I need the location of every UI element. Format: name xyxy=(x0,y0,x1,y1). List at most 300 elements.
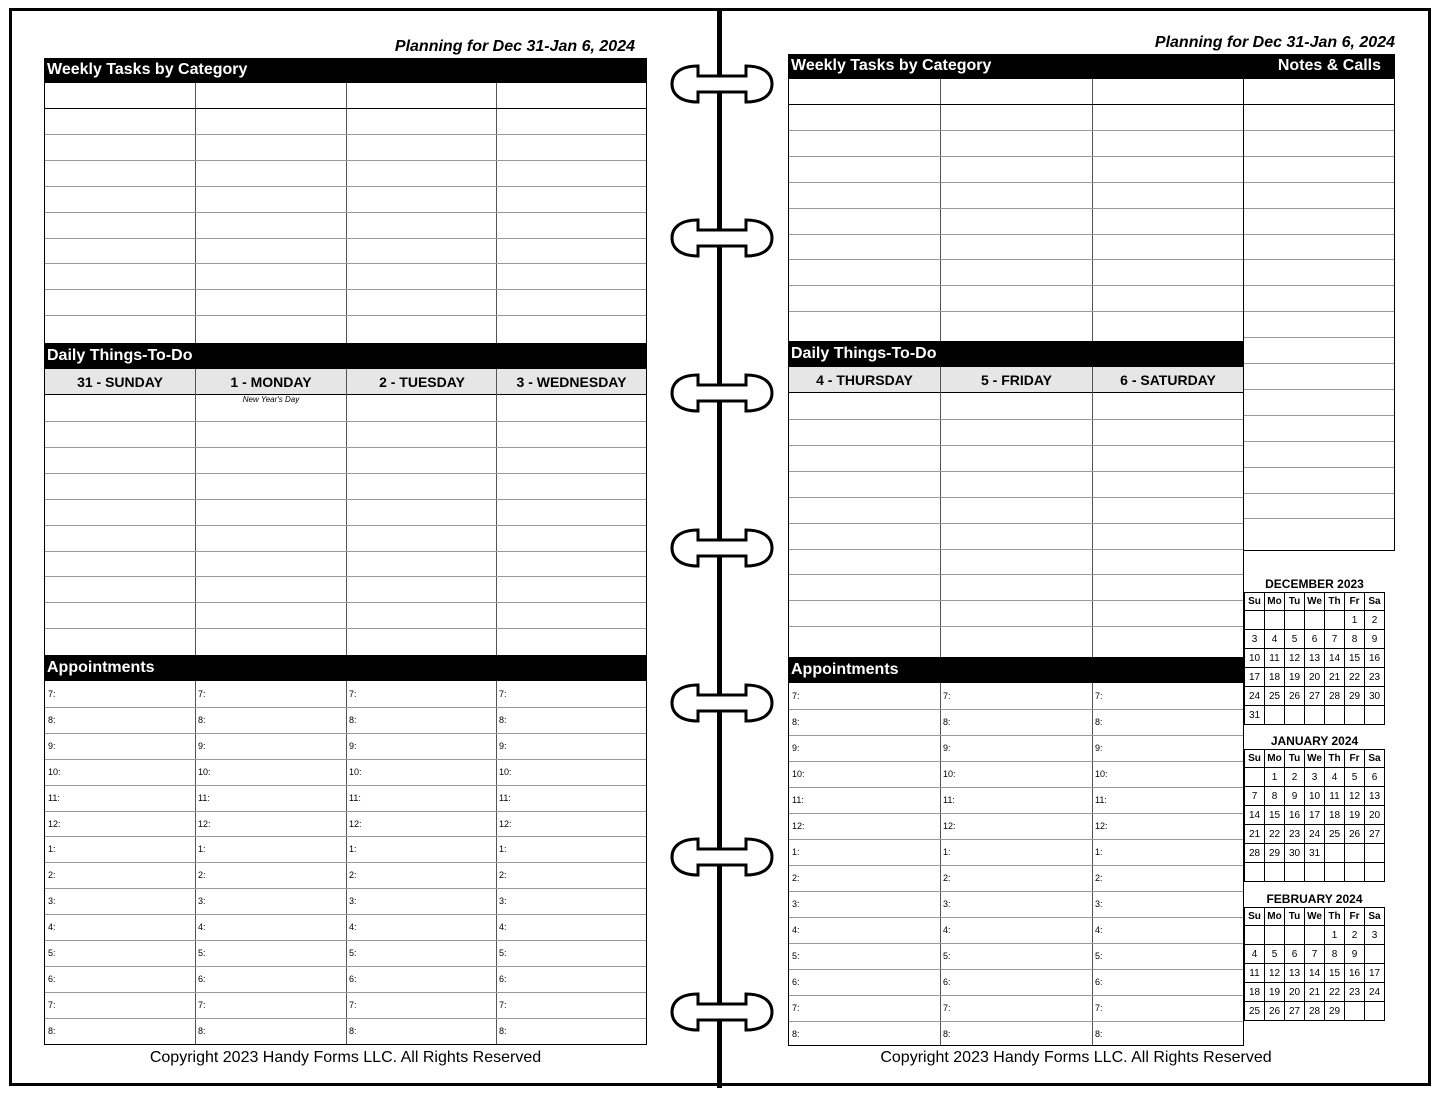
calendar-day[interactable]: 7 xyxy=(1305,945,1325,964)
hour-label: 8: xyxy=(792,717,800,727)
calendar-day[interactable]: 13 xyxy=(1285,964,1305,983)
calendar-day xyxy=(1305,863,1325,882)
calendar-day[interactable]: 17 xyxy=(1365,964,1385,983)
ruled-line xyxy=(1244,441,1394,442)
calendar-day[interactable]: 30 xyxy=(1285,844,1305,863)
calendar-day[interactable]: 14 xyxy=(1245,806,1265,825)
weekday-header: Sa xyxy=(1365,593,1385,611)
hour-label: 5: xyxy=(349,948,357,958)
calendar-day[interactable]: 14 xyxy=(1325,649,1345,668)
appointments-grid[interactable] xyxy=(788,682,1244,1046)
ruled-line xyxy=(45,289,646,290)
calendar-day xyxy=(1265,706,1285,725)
calendar-day[interactable]: 2 xyxy=(1365,611,1385,630)
calendar-day[interactable]: 8 xyxy=(1325,945,1345,964)
calendar-day[interactable]: 8 xyxy=(1265,787,1285,806)
ruled-line xyxy=(789,865,1243,866)
planning-title: Planning for Dec 31-Jan 6, 2024 xyxy=(1154,34,1395,51)
calendar-day xyxy=(1345,844,1365,863)
binder-ring-icon xyxy=(670,62,774,106)
weekday-header: Fr xyxy=(1345,908,1365,926)
calendar-day[interactable]: 4 xyxy=(1245,945,1265,964)
calendar-day xyxy=(1285,863,1305,882)
hour-label: 1: xyxy=(792,847,800,857)
calendar-day[interactable]: 1 xyxy=(1325,926,1345,945)
calendar-day xyxy=(1305,706,1325,725)
calendar-day[interactable]: 10 xyxy=(1245,649,1265,668)
hour-label: 4: xyxy=(943,925,951,935)
hour-label: 12: xyxy=(792,821,805,831)
column-divider xyxy=(1092,683,1093,1045)
ruled-line xyxy=(45,1018,646,1019)
calendar-day[interactable]: 7 xyxy=(1325,630,1345,649)
hour-label: 12: xyxy=(499,818,512,829)
calendar-day[interactable]: 28 xyxy=(1305,1002,1325,1021)
hour-label: 3: xyxy=(48,896,56,907)
ruled-line xyxy=(45,134,646,135)
calendar-day[interactable]: 18 xyxy=(1245,983,1265,1002)
calendar-day[interactable]: 20 xyxy=(1365,806,1385,825)
ruled-line xyxy=(45,108,646,109)
calendar-day[interactable]: 3 xyxy=(1305,768,1325,787)
ruled-line xyxy=(45,888,646,889)
ruled-line xyxy=(45,862,646,863)
calendar-day xyxy=(1285,611,1305,630)
ruled-line xyxy=(45,733,646,734)
calendar-day xyxy=(1365,844,1385,863)
weekly-tasks-header xyxy=(44,58,647,82)
hour-label: 7: xyxy=(349,999,357,1010)
calendar-day[interactable]: 27 xyxy=(1285,1002,1305,1021)
hour-label: 11: xyxy=(198,792,210,803)
calendar-day[interactable]: 31 xyxy=(1305,844,1325,863)
ruled-line xyxy=(1244,234,1394,235)
hour-label: 2: xyxy=(349,870,357,881)
ruled-line xyxy=(45,238,646,239)
calendar-day[interactable]: 17 xyxy=(1245,668,1265,687)
calendar-day[interactable]: 23 xyxy=(1285,825,1305,844)
calendar-day[interactable]: 19 xyxy=(1285,668,1305,687)
mini-calendar-title: DECEMBER 2023 xyxy=(1265,577,1364,591)
hour-label: 7: xyxy=(1095,691,1103,701)
hour-label: 8: xyxy=(1095,717,1103,727)
calendar-day[interactable]: 4 xyxy=(1265,630,1285,649)
weekday-header: Tu xyxy=(1285,593,1305,611)
ruled-line xyxy=(45,628,646,629)
calendar-day[interactable]: 6 xyxy=(1305,630,1325,649)
calendar-day[interactable]: 20 xyxy=(1285,983,1305,1002)
column-divider xyxy=(346,83,347,343)
appointments-header xyxy=(788,658,1244,682)
ruled-line xyxy=(789,891,1243,892)
calendar-day[interactable]: 26 xyxy=(1345,825,1365,844)
hour-label: 7: xyxy=(1095,1003,1103,1013)
appointments-label: Appointments xyxy=(791,661,899,678)
column-divider xyxy=(940,79,941,341)
hour-label: 6: xyxy=(1095,977,1103,987)
calendar-day xyxy=(1305,611,1325,630)
calendar-day xyxy=(1365,863,1385,882)
day-header-monday: 1 - MONDAY xyxy=(196,369,346,395)
calendar-day[interactable]: 26 xyxy=(1265,1002,1285,1021)
hour-label: 3: xyxy=(349,896,357,907)
weekday-header: Th xyxy=(1325,593,1345,611)
hour-label: 4: xyxy=(198,922,206,933)
day-header-tuesday: 2 - TUESDAY xyxy=(347,369,497,395)
hour-label: 1: xyxy=(1095,847,1103,857)
hour-label: 5: xyxy=(792,951,800,961)
hour-label: 8: xyxy=(349,714,357,725)
ruled-line xyxy=(1244,182,1394,183)
hour-label: 10: xyxy=(943,769,956,779)
hour-label: 3: xyxy=(1095,899,1103,909)
calendar-day[interactable]: 2 xyxy=(1345,926,1365,945)
appointments-label: Appointments xyxy=(47,659,155,676)
weekly-tasks-grid[interactable] xyxy=(788,78,1244,342)
ruled-line xyxy=(45,707,646,708)
calendar-day[interactable]: 9 xyxy=(1345,945,1365,964)
ruled-line xyxy=(789,259,1243,260)
ruled-line xyxy=(789,917,1243,918)
column-divider xyxy=(496,83,497,343)
ruled-line xyxy=(45,576,646,577)
hour-label: 7: xyxy=(349,689,357,699)
daily-todo-grid[interactable] xyxy=(44,368,647,656)
hour-label: 7: xyxy=(943,1003,951,1013)
ruled-line xyxy=(1244,518,1394,519)
calendar-day[interactable]: 11 xyxy=(1325,787,1345,806)
calendar-day xyxy=(1325,706,1345,725)
ruled-line xyxy=(789,969,1243,970)
hour-label: 7: xyxy=(499,999,507,1010)
calendar-day[interactable]: 3 xyxy=(1245,630,1265,649)
calendar-day xyxy=(1245,611,1265,630)
hour-label: 8: xyxy=(499,1025,507,1036)
ruled-line xyxy=(1244,104,1394,105)
calendar-day[interactable]: 22 xyxy=(1265,825,1285,844)
calendar-day[interactable]: 6 xyxy=(1365,768,1385,787)
calendar-day[interactable]: 3 xyxy=(1365,926,1385,945)
calendar-day[interactable]: 1 xyxy=(1265,768,1285,787)
weekday-header: Sa xyxy=(1365,750,1385,768)
calendar-day[interactable]: 25 xyxy=(1245,1002,1265,1021)
day-header-friday: 5 - FRIDAY xyxy=(941,367,1092,393)
hour-label: 5: xyxy=(499,948,507,958)
calendar-day[interactable]: 12 xyxy=(1265,964,1285,983)
weekday-header: We xyxy=(1305,750,1325,768)
hour-label: 4: xyxy=(499,922,507,933)
calendar-day[interactable]: 11 xyxy=(1265,649,1285,668)
appointments-grid[interactable] xyxy=(44,680,647,1045)
ruled-line xyxy=(45,447,646,448)
calendar-day[interactable]: 15 xyxy=(1345,649,1365,668)
hour-label: 6: xyxy=(792,977,800,987)
ruled-line xyxy=(45,992,646,993)
weekday-header: Mo xyxy=(1265,593,1285,611)
calendar-day[interactable]: 11 xyxy=(1245,964,1265,983)
ruled-line xyxy=(789,813,1243,814)
calendar-day[interactable]: 29 xyxy=(1345,687,1365,706)
calendar-day[interactable]: 23 xyxy=(1345,983,1365,1002)
calendar-day[interactable]: 13 xyxy=(1365,787,1385,806)
weekday-header: Fr xyxy=(1345,750,1365,768)
hour-label: 1: xyxy=(349,844,357,855)
hour-label: 7: xyxy=(792,1003,800,1013)
ruled-line xyxy=(45,551,646,552)
ruled-line xyxy=(789,104,1243,105)
calendar-day[interactable]: 15 xyxy=(1325,964,1345,983)
calendar-day[interactable]: 19 xyxy=(1345,806,1365,825)
notes-calls-label: Notes & Calls xyxy=(1277,57,1381,74)
calendar-day[interactable]: 27 xyxy=(1305,687,1325,706)
hour-label: 7: xyxy=(198,999,206,1010)
mini-calendar-december-2023 xyxy=(1244,576,1385,725)
calendar-day xyxy=(1285,926,1305,945)
calendar-day xyxy=(1345,706,1365,725)
binder-ring-icon xyxy=(670,216,774,260)
calendar-day[interactable]: 28 xyxy=(1325,687,1345,706)
calendar-day xyxy=(1265,611,1285,630)
calendar-day xyxy=(1365,1002,1385,1021)
ruled-line xyxy=(45,759,646,760)
calendar-day[interactable]: 12 xyxy=(1345,787,1365,806)
daily-todo-grid[interactable] xyxy=(788,366,1244,658)
calendar-day[interactable]: 21 xyxy=(1325,668,1345,687)
binder-ring-icon xyxy=(670,371,774,415)
calendar-day xyxy=(1245,768,1265,787)
calendar-day[interactable]: 9 xyxy=(1285,787,1305,806)
hour-label: 8: xyxy=(1095,1029,1103,1039)
hour-label: 12: xyxy=(349,818,362,829)
hour-label: 8: xyxy=(792,1029,800,1039)
ruled-line xyxy=(1244,363,1394,364)
calendar-day[interactable]: 15 xyxy=(1265,806,1285,825)
ruled-line xyxy=(45,811,646,812)
ruled-line xyxy=(1244,311,1394,312)
day-header-thursday: 4 - THURSDAY xyxy=(789,367,940,393)
calendar-day[interactable]: 9 xyxy=(1365,630,1385,649)
hour-label: 6: xyxy=(943,977,951,987)
day-header-wednesday: 3 - WEDNESDAY xyxy=(497,369,646,395)
weekday-header: Tu xyxy=(1285,750,1305,768)
ruled-line xyxy=(789,626,1243,627)
calendar-day[interactable]: 5 xyxy=(1285,630,1305,649)
calendar-day[interactable]: 29 xyxy=(1325,1002,1345,1021)
hour-label: 7: xyxy=(943,691,951,701)
mini-calendar-title: JANUARY 2024 xyxy=(1270,734,1359,748)
ruled-line xyxy=(789,761,1243,762)
hour-label: 8: xyxy=(198,1025,206,1036)
calendar-day[interactable]: 13 xyxy=(1305,649,1325,668)
hour-label: 3: xyxy=(792,899,800,909)
calendar-day[interactable]: 25 xyxy=(1325,825,1345,844)
ruled-line xyxy=(789,549,1243,550)
column-divider xyxy=(346,369,347,655)
hour-label: 9: xyxy=(1095,743,1103,753)
hour-label: 3: xyxy=(499,896,507,907)
calendar-day xyxy=(1265,926,1285,945)
calendar-day[interactable]: 12 xyxy=(1285,649,1305,668)
hour-label: 7: xyxy=(792,691,800,701)
ruled-line xyxy=(789,285,1243,286)
notes-calls-grid[interactable] xyxy=(1243,78,1395,551)
ruled-line xyxy=(45,315,646,316)
calendar-day xyxy=(1325,844,1345,863)
ruled-line xyxy=(1244,389,1394,390)
ruled-line xyxy=(1244,415,1394,416)
hour-label: 10: xyxy=(349,766,362,777)
weekday-header: Mo xyxy=(1265,908,1285,926)
ruled-line xyxy=(45,940,646,941)
calendar-day[interactable]: 19 xyxy=(1265,983,1285,1002)
hour-label: 5: xyxy=(1095,951,1103,961)
calendar-day xyxy=(1285,706,1305,725)
calendar-day[interactable]: 30 xyxy=(1365,687,1385,706)
calendar-day[interactable]: 31 xyxy=(1245,706,1265,725)
hour-label: 8: xyxy=(48,714,56,725)
daily-todo-header xyxy=(44,344,647,368)
hour-label: 7: xyxy=(499,689,507,699)
hour-label: 10: xyxy=(792,769,805,779)
hour-label: 9: xyxy=(48,740,56,751)
mini-calendar-table xyxy=(1244,749,1385,882)
hour-label: 7: xyxy=(198,689,206,699)
ruled-line xyxy=(789,156,1243,157)
hour-label: 6: xyxy=(349,973,357,984)
hour-label: 10: xyxy=(48,766,61,777)
hour-label: 8: xyxy=(943,717,951,727)
calendar-day[interactable]: 29 xyxy=(1265,844,1285,863)
ruled-line xyxy=(45,602,646,603)
calendar-day[interactable]: 10 xyxy=(1305,787,1325,806)
calendar-day[interactable]: 21 xyxy=(1245,825,1265,844)
calendar-day[interactable]: 14 xyxy=(1305,964,1325,983)
ruled-line xyxy=(789,234,1243,235)
column-divider xyxy=(195,369,196,655)
weekly-tasks-grid[interactable] xyxy=(44,82,647,344)
calendar-day[interactable]: 8 xyxy=(1345,630,1365,649)
hour-label: 4: xyxy=(1095,925,1103,935)
daily-todo-label: Daily Things-To-Do xyxy=(47,347,193,364)
ruled-line xyxy=(789,419,1243,420)
ruled-line xyxy=(789,497,1243,498)
hour-label: 10: xyxy=(499,766,512,777)
planning-title: Planning for Dec 31-Jan 6, 2024 xyxy=(394,38,635,55)
ruled-line xyxy=(1244,208,1394,209)
ruled-line xyxy=(45,836,646,837)
calendar-day[interactable]: 7 xyxy=(1245,787,1265,806)
hour-label: 5: xyxy=(943,951,951,961)
calendar-day[interactable]: 5 xyxy=(1345,768,1365,787)
hour-label: 1: xyxy=(943,847,951,857)
daily-todo-header xyxy=(788,342,1244,366)
ruled-line xyxy=(45,499,646,500)
calendar-day[interactable]: 5 xyxy=(1265,945,1285,964)
ruled-line xyxy=(789,574,1243,575)
hour-label: 8: xyxy=(48,1025,56,1036)
holiday-note: New Year's Day xyxy=(242,395,300,404)
calendar-day[interactable]: 25 xyxy=(1265,687,1285,706)
column-divider xyxy=(1092,79,1093,341)
calendar-day[interactable]: 27 xyxy=(1365,825,1385,844)
column-divider xyxy=(940,683,941,1045)
calendar-day[interactable]: 23 xyxy=(1365,668,1385,687)
hour-label: 1: xyxy=(48,844,56,855)
calendar-day[interactable]: 28 xyxy=(1245,844,1265,863)
weekday-header: We xyxy=(1305,593,1325,611)
weekday-header: Mo xyxy=(1265,750,1285,768)
hour-label: 12: xyxy=(198,818,211,829)
ruled-line xyxy=(45,212,646,213)
calendar-day[interactable]: 6 xyxy=(1285,945,1305,964)
calendar-day[interactable]: 2 xyxy=(1285,768,1305,787)
hour-label: 4: xyxy=(48,922,56,933)
hour-label: 12: xyxy=(1095,821,1108,831)
column-divider xyxy=(1092,367,1093,657)
calendar-day[interactable]: 16 xyxy=(1285,806,1305,825)
weekday-header: Th xyxy=(1325,908,1345,926)
ruled-line xyxy=(1244,156,1394,157)
calendar-day[interactable]: 18 xyxy=(1325,806,1345,825)
calendar-day xyxy=(1245,863,1265,882)
ruled-line xyxy=(789,182,1243,183)
hour-label: 4: xyxy=(349,922,357,933)
hour-label: 11: xyxy=(349,792,361,803)
day-header-sunday: 31 - SUNDAY xyxy=(45,369,195,395)
calendar-day[interactable]: 24 xyxy=(1365,983,1385,1002)
appointments-header xyxy=(44,656,647,680)
calendar-day xyxy=(1325,611,1345,630)
calendar-day[interactable]: 17 xyxy=(1305,806,1325,825)
column-divider xyxy=(195,83,196,343)
calendar-day[interactable]: 16 xyxy=(1345,964,1365,983)
mini-calendar-january-2024 xyxy=(1244,733,1385,882)
calendar-day[interactable]: 24 xyxy=(1245,687,1265,706)
calendar-day[interactable]: 26 xyxy=(1285,687,1305,706)
calendar-day xyxy=(1325,863,1345,882)
ruled-line xyxy=(1244,130,1394,131)
mini-calendar-table xyxy=(1244,592,1385,725)
hour-label: 2: xyxy=(943,873,951,883)
calendar-day[interactable]: 24 xyxy=(1305,825,1325,844)
ruled-line xyxy=(45,160,646,161)
ruled-line xyxy=(45,966,646,967)
calendar-day xyxy=(1365,706,1385,725)
calendar-day[interactable]: 21 xyxy=(1305,983,1325,1002)
ruled-line xyxy=(789,600,1243,601)
calendar-day[interactable]: 22 xyxy=(1345,668,1365,687)
calendar-day[interactable]: 22 xyxy=(1325,983,1345,1002)
hour-label: 1: xyxy=(198,844,206,855)
column-divider xyxy=(496,369,497,655)
hour-label: 6: xyxy=(198,973,206,984)
binder-ring-icon xyxy=(670,835,774,879)
hour-label: 10: xyxy=(1095,769,1108,779)
calendar-day[interactable]: 16 xyxy=(1365,649,1385,668)
calendar-day[interactable]: 18 xyxy=(1265,668,1285,687)
weekday-header: Su xyxy=(1245,750,1265,768)
binder-ring-icon xyxy=(670,526,774,570)
weekday-header: We xyxy=(1305,908,1325,926)
daily-todo-label: Daily Things-To-Do xyxy=(791,345,937,362)
binder-ring-icon xyxy=(670,990,774,1034)
ruled-line xyxy=(45,186,646,187)
calendar-day[interactable]: 4 xyxy=(1325,768,1345,787)
weekly-tasks-header xyxy=(788,54,1395,78)
calendar-day[interactable]: 1 xyxy=(1345,611,1365,630)
weekly-tasks-label: Weekly Tasks by Category xyxy=(791,57,992,74)
calendar-day[interactable]: 20 xyxy=(1305,668,1325,687)
